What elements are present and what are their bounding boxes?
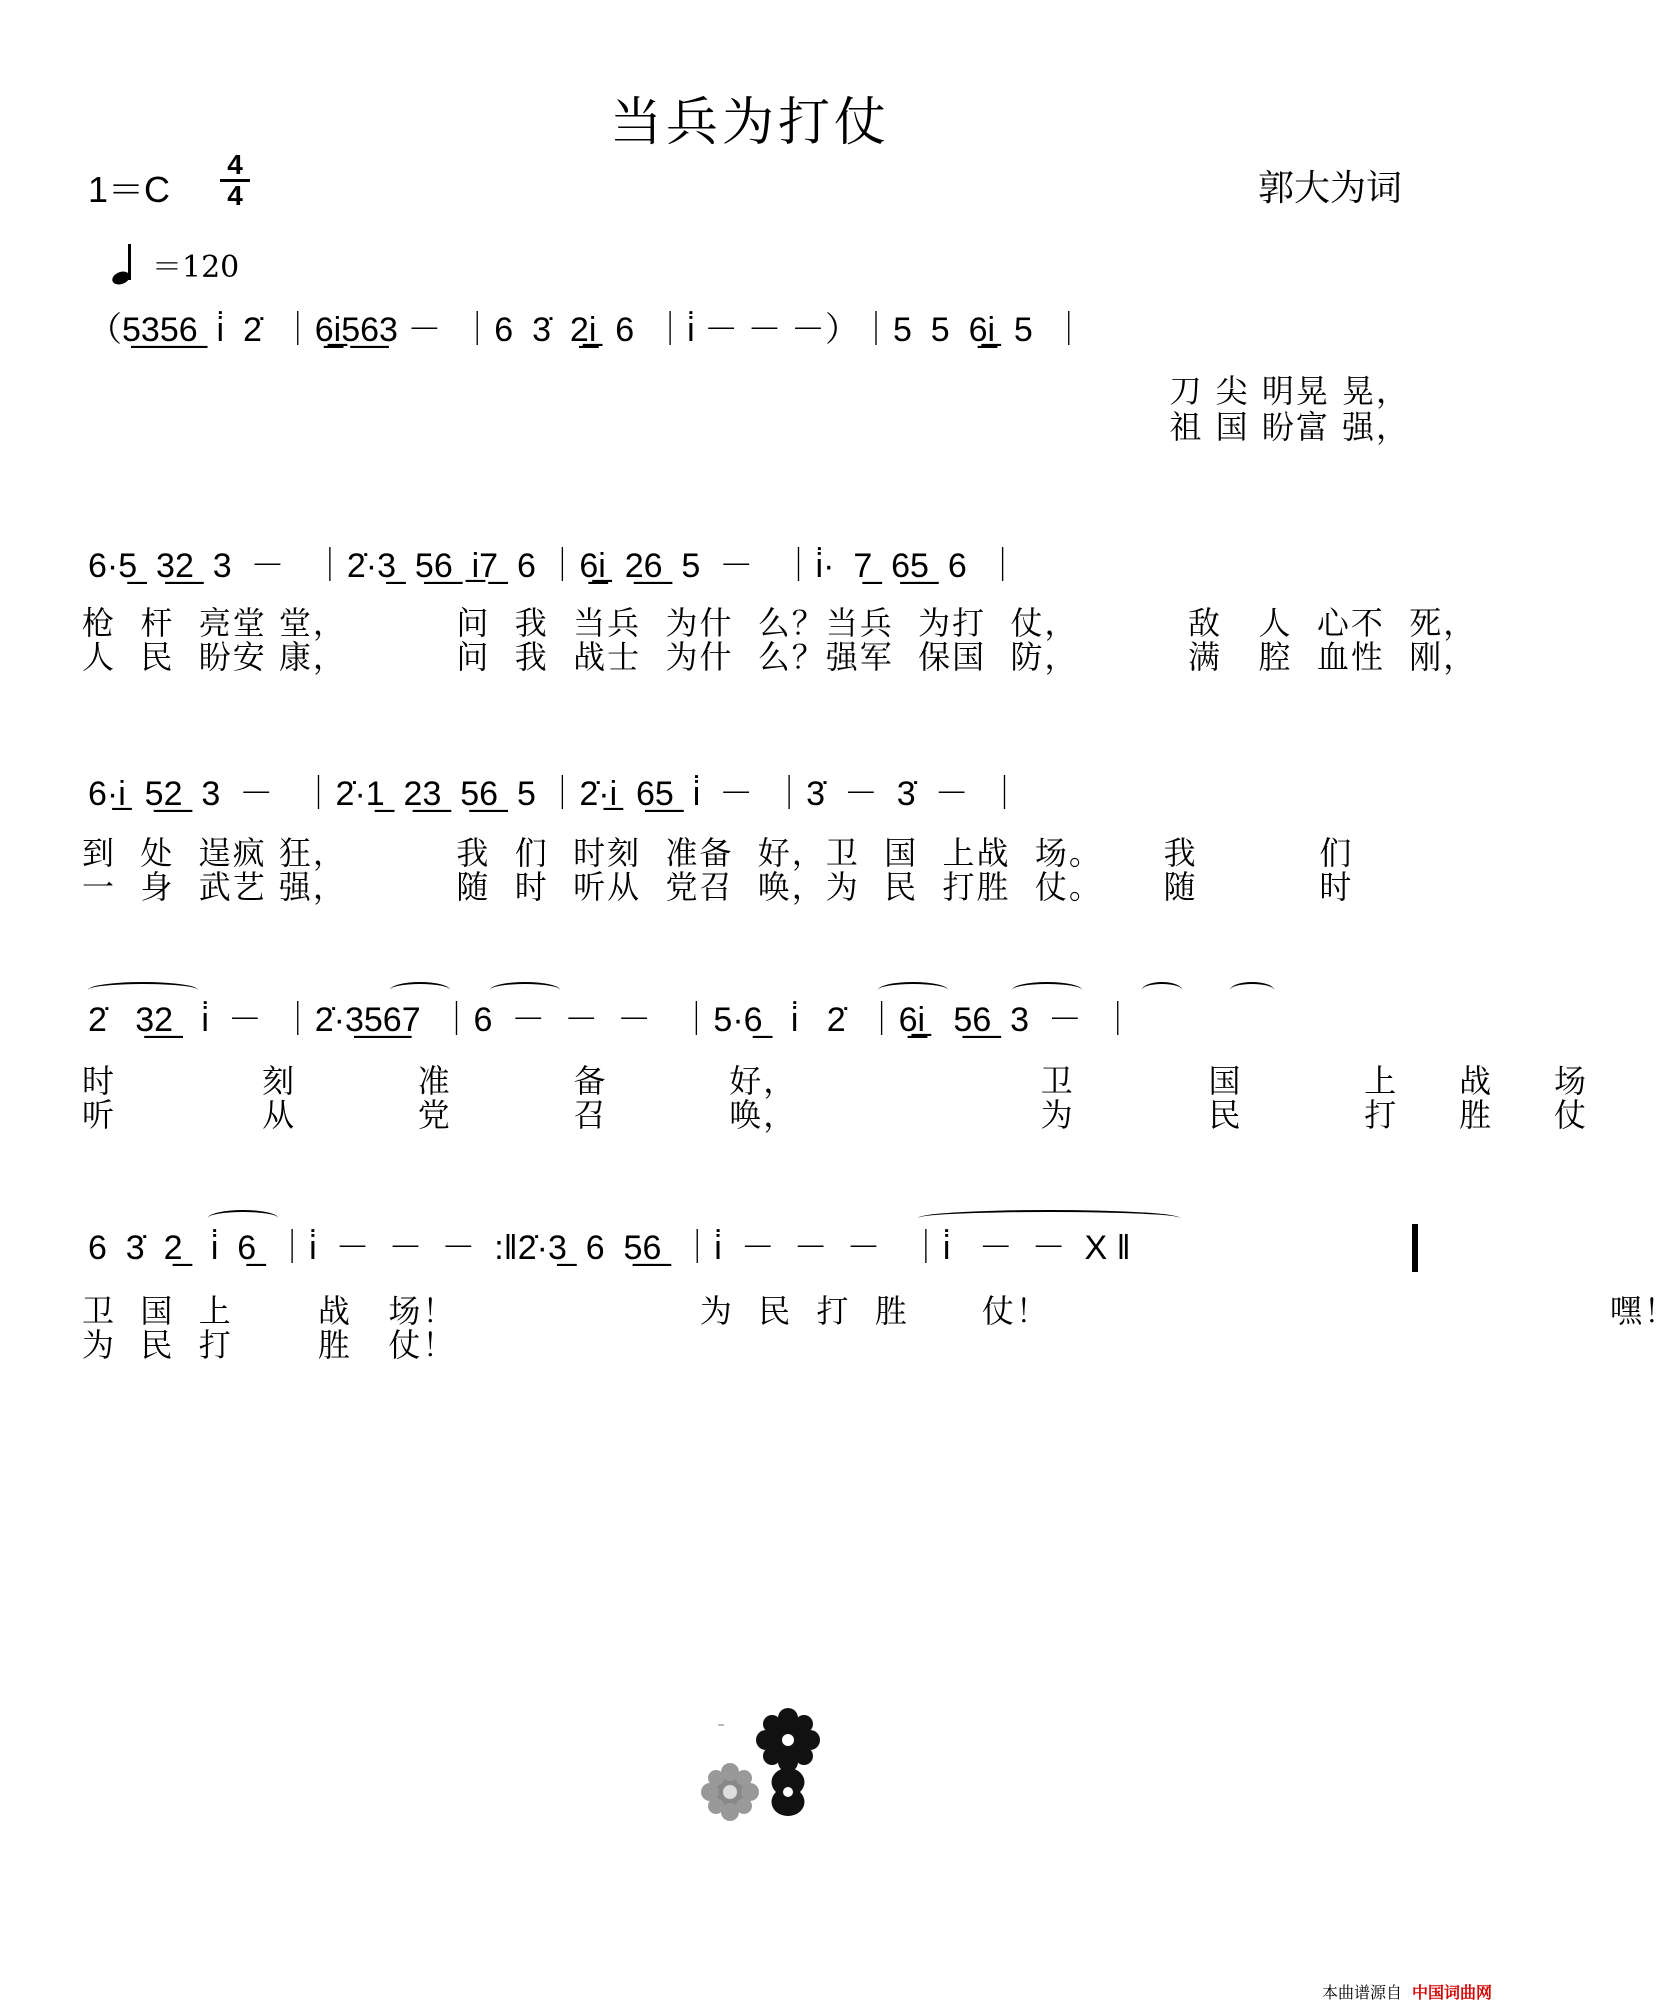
lyric-line-2-verse-1: 枪 杆 亮堂 堂， 问 我 当兵 为什 么？当兵 为打 仗， 敌 人 心不 死， — [82, 604, 1478, 642]
song-title: 当兵为打仗 — [609, 93, 890, 153]
tempo-marking — [112, 242, 239, 286]
flower-logo-icon — [700, 1710, 820, 1820]
lyric-line-5-verse-1: 卫 国 上 战 场！ 为 民 打 胜 仗！ 嘿！ — [82, 1292, 1678, 1330]
lyric-line-3-verse-1: 到 处 逞疯 狂， 我 们 时刻 准备 好，卫 国 上战 场。 我 们 — [82, 834, 1354, 872]
lyric-line-4-verse-1: 时 刻 准 备 好， 卫 国 上 战 场 — [82, 1062, 1588, 1100]
footer-brand-link[interactable]: 中国词曲网 — [1411, 1985, 1492, 2002]
notation-line-2: 6·5̲ 3̲2̲ 3 － ｜2̇·3̲ 5̲6̲ i̲7̲ 6 ｜6̲i̲ 2̲6̲ 5 － ｜i̇· 7̲ 6̲5̲ 6 ｜ — [88, 547, 1020, 585]
time-signature — [220, 149, 250, 211]
lyricist-credit: 郭大为词 — [1257, 168, 1402, 209]
lyric-line-1-verse-1: 刀 尖 明晃 晃， — [1169, 372, 1410, 410]
lyric-line-2-verse-2: 人 民 盼安 康， 问 我 战士 为什 么？强军 保国 防， 满 腔 血性 刚， — [82, 638, 1478, 676]
notation-line-4: 2̇ 3̲2̲ i̇ － ｜2̇·3̲5̲6̲7 ｜6 － － － ｜5·6̲ i̇ 2̇ ｜6̲i̲ 5̲6̲ 3 － ｜ — [88, 1001, 1135, 1039]
notation-line-1: （5̲3̲5̲6̲ i̇ 2̇ ｜6̲i̲5̲6̲3 － ｜6 3̇ 2̲i̲ 6 ｜i̇ － － －）｜5 5 6̲i̲ 5 ｜ — [88, 311, 1086, 349]
notation-line-5: 6 3̇ 2̲ i̇ 6̲ ｜i̇ － － － :‖2̇·3̲ 6 5̲6̲ ｜i̇ － － － ｜i̇ － － X ‖ — [88, 1229, 1131, 1267]
key-signature: 1＝C — [88, 169, 171, 210]
lyric-line-1-verse-2: 祖 国 盼富 强， — [1169, 408, 1410, 446]
tempo-value: ＝120 — [152, 250, 240, 285]
quarter-note-icon — [112, 244, 138, 284]
time-signature-top: 4 — [227, 149, 243, 180]
footer-source-text: 本曲谱源自 — [1321, 1985, 1402, 2002]
time-signature-bottom: 4 — [227, 180, 243, 211]
notation-line-3: 6·i̲ 5̲2̲ 3 － ｜2̇·1̲ 2̲3̲ 5̲6̲ 5 ｜2̇·i̲ 6̲5̲ i̇ － ｜3̇ － 3̇ － ｜ — [88, 775, 1022, 813]
lyric-line-3-verse-2: 一 身 武艺 强， 随 时 听从 党召 唤，为 民 打胜 仗。 随 时 — [82, 868, 1354, 906]
source-footer — [1322, 1980, 1492, 2003]
lyric-line-5-verse-2: 为 民 打 胜 仗！ — [82, 1326, 457, 1364]
final-barline — [1412, 1224, 1418, 1272]
lyric-line-4-verse-2: 听 从 党 召 唤， 为 民 打 胜 仗 — [82, 1096, 1588, 1134]
